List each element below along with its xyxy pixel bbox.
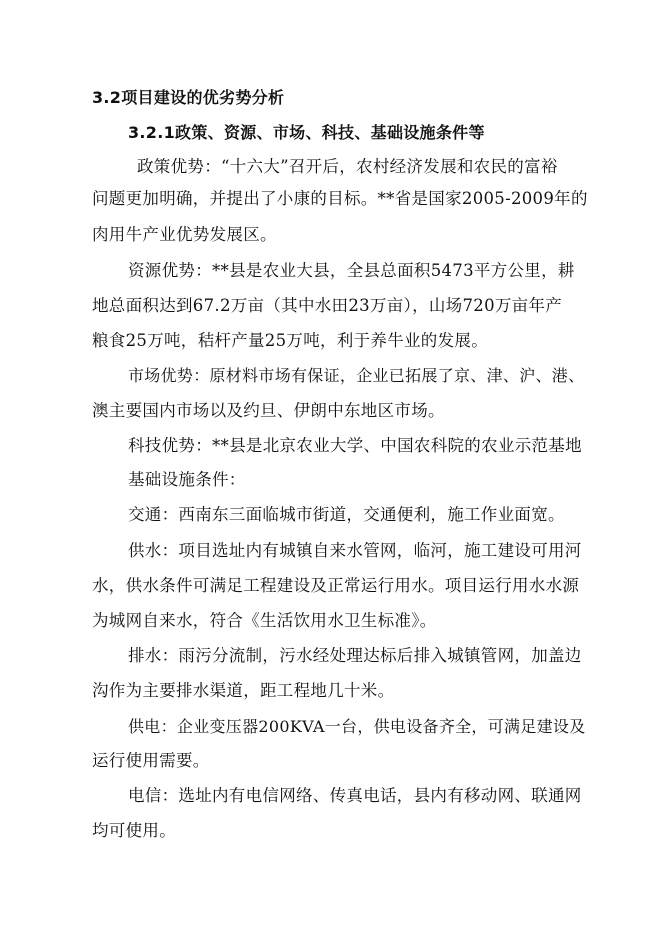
market-paragraph-line-1: 市场优势：原材料市场有保证，企业已拓展了京、津、沪、港、 (128, 366, 585, 385)
power-paragraph-line-1: 供电：企业变压器200KVA一台，供电设备齐全，可满足建设及 (128, 717, 586, 736)
section-heading: 3.2项目建设的优劣势分析 (92, 88, 285, 107)
power-paragraph-line-2: 运行使用需要。 (92, 751, 210, 770)
drainage-paragraph-line-2: 沟作为主要排水渠道，距工程地几十米。 (92, 681, 395, 700)
resource-paragraph-line-2: 地总面积达到67.2万亩（其中水田23万亩），山场720万亩年产 (92, 296, 563, 315)
water-supply-paragraph-line-3: 为城网自来水，符合《生活饮用水卫生标准》。 (92, 611, 437, 630)
telecom-paragraph-line-2: 均可使用。 (92, 821, 176, 840)
infrastructure-title: 基础设施条件： (128, 470, 246, 489)
telecom-paragraph-line-1: 电信：选址内有电信网络、传真电话，县内有移动网、联通网 (128, 786, 582, 805)
policy-paragraph-line-2: 问题更加明确，并提出了小康的目标。**省是国家2005-2009年的 (92, 189, 588, 208)
technology-paragraph-line-1: 科技优势：**县是北京农业大学、中国农科院的农业示范基地 (128, 436, 582, 455)
water-supply-paragraph-line-2: 水，供水条件可满足工程建设及正常运行用水。项目运行用水水源 (92, 576, 580, 595)
water-supply-paragraph-line-1: 供水：项目选址内有城镇自来水管网，临河，施工建设可用河 (128, 541, 582, 560)
policy-paragraph-line-3: 肉用牛产业优势发展区。 (92, 225, 277, 244)
subsection-heading: 3.2.1政策、资源、市场、科技、基础设施条件等 (128, 123, 485, 142)
traffic-paragraph-line-1: 交通：西南东三面临城市街道，交通便利，施工作业面宽。 (128, 505, 565, 524)
resource-paragraph-line-1: 资源优势：**县是农业大县，全县总面积5473平方公里，耕 (128, 261, 575, 280)
market-paragraph-line-2: 澳主要国内市场以及约旦、伊朗中东地区市场。 (92, 401, 445, 420)
policy-paragraph-line-1: 政策优势：“十六大”召开后，农村经济发展和农民的富裕 (137, 157, 558, 176)
drainage-paragraph-line-1: 排水：雨污分流制，污水经处理达标后排入城镇管网，加盖边 (128, 646, 582, 665)
resource-paragraph-line-3: 粮食25万吨，秸杆产量25万吨，利于养牛业的发展。 (92, 331, 488, 350)
